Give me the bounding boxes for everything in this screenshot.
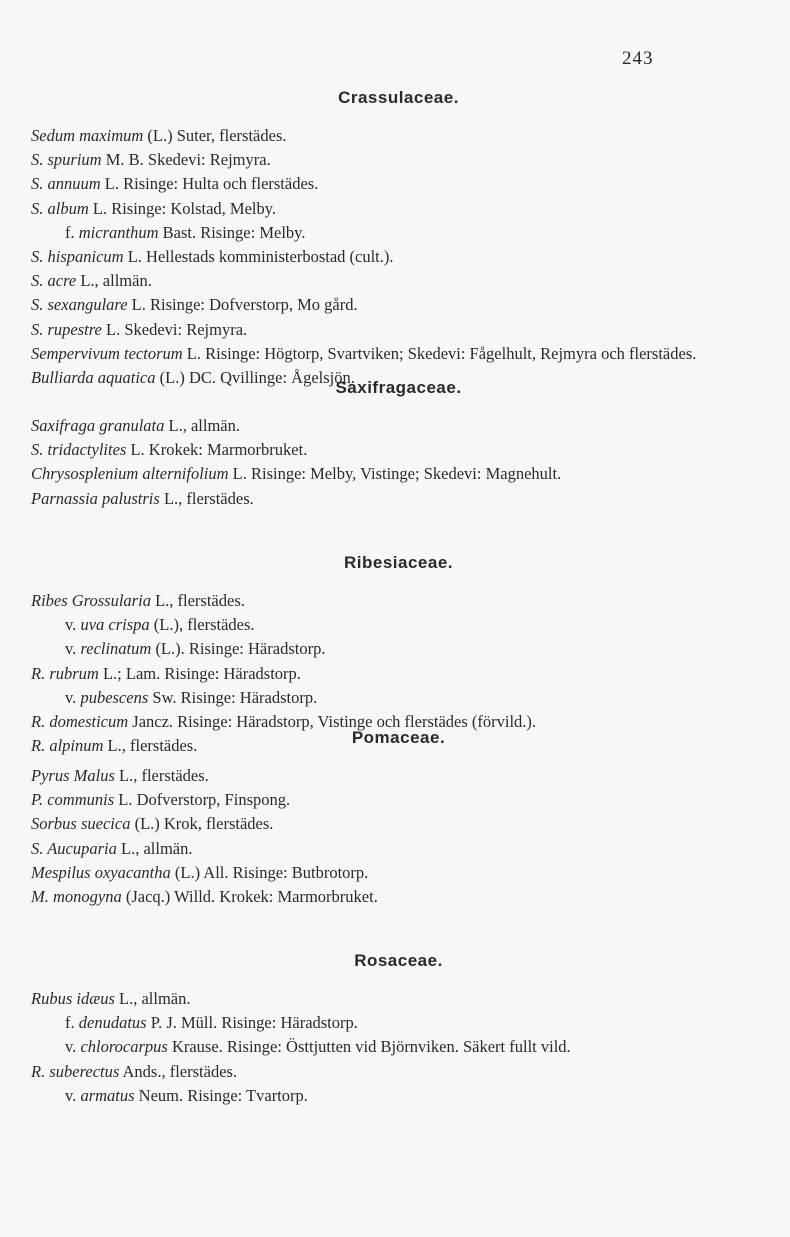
species-details: L., allmän.: [116, 838, 193, 858]
species-name: S. acre: [31, 271, 77, 291]
species-name: S. sexangulare: [31, 295, 128, 315]
species-details: (L.) Krok, flerstädes.: [130, 814, 274, 834]
species-details: (L.) DC. Qvillinge: Ågelsjön.: [155, 368, 355, 388]
species-entry: [31, 987, 766, 1011]
species-details: L., flerstädes.: [103, 736, 198, 756]
species-details: Ands., flerstädes.: [119, 1061, 238, 1081]
rank-prefix: f.: [65, 222, 79, 242]
species-details: L., allmän.: [76, 271, 152, 291]
species-entry: [31, 885, 766, 909]
species-details: (L.) All. Risinge: Butbrotorp.: [170, 862, 369, 882]
species-entry: [31, 861, 766, 885]
species-details: Sw. Risinge: Häradstorp.: [148, 687, 318, 707]
species-entry: [31, 686, 766, 710]
species-entry: [31, 221, 766, 245]
species-name: denudatus: [78, 1013, 147, 1033]
species-details: (L.) Suter, flerstädes.: [143, 126, 287, 145]
rank-prefix: f.: [65, 1013, 79, 1033]
species-entry: [31, 438, 766, 462]
species-details: Krause. Risinge: Östtjutten vid Björnviken. Säkert fullt vild.: [167, 1037, 571, 1057]
species-name: chlorocarpus: [80, 1037, 168, 1057]
species-name: uva crispa: [80, 615, 150, 635]
species-name: S. Aucuparia: [31, 838, 117, 858]
species-details: M. B. Skedevi: Rejmyra.: [101, 150, 271, 170]
species-entry: [31, 662, 766, 686]
species-entry: [31, 269, 766, 293]
species-entry: [31, 293, 766, 317]
species-entry: [31, 1035, 766, 1059]
species-name: Ribes Grossularia: [31, 591, 151, 610]
species-details: Neum. Risinge: Tvartorp.: [134, 1085, 308, 1105]
species-entry: [31, 148, 766, 172]
species-details: L., allmän.: [114, 989, 191, 1008]
species-details: L. Dofverstorp, Finspong.: [114, 790, 291, 810]
species-details: L. Krokek: Marmorbruket.: [126, 440, 308, 460]
species-name: Mespilus oxyacantha: [31, 862, 171, 882]
rank-prefix: v.: [65, 615, 81, 635]
species-details: L., flerstädes.: [150, 591, 245, 610]
species-name: S. rupestre: [31, 319, 102, 339]
species-entry: [31, 812, 766, 836]
species-name: S. spurium: [31, 150, 102, 170]
section-saxifragaceae: [31, 376, 766, 511]
species-details: L., allmän.: [164, 416, 240, 435]
section-heading: Ribesiaceae.: [343, 553, 453, 572]
species-details: L. Risinge: Melby, Vistinge; Skedevi: Magnehult.: [228, 464, 562, 484]
section-heading: Saxifragaceae.: [335, 378, 462, 397]
section-heading: Crassulaceae.: [338, 88, 459, 107]
page-number: 243: [622, 48, 654, 69]
species-entry: [31, 318, 766, 342]
species-entry: [31, 613, 766, 637]
species-details: (L.), flerstädes.: [149, 615, 255, 635]
species-name: Pyrus Malus: [31, 766, 115, 785]
species-entry: [31, 837, 766, 861]
rank-prefix: v.: [65, 1037, 81, 1057]
species-entry: [31, 764, 766, 788]
species-details: (L.). Risinge: Häradstorp.: [151, 639, 326, 659]
species-name: P. communis: [31, 790, 115, 810]
species-details: P. J. Müll. Risinge: Häradstorp.: [146, 1013, 358, 1033]
species-entry: [31, 172, 766, 196]
species-name: reclinatum: [80, 639, 152, 659]
species-name: S. hispanicum: [31, 247, 124, 267]
species-name: armatus: [80, 1085, 135, 1105]
species-name: R. domesticum: [31, 712, 129, 732]
species-name: Parnassia palustris: [31, 488, 160, 508]
species-name: M. monogyna: [31, 887, 122, 907]
species-name: S. album: [31, 198, 89, 218]
species-details: (Jacq.) Willd. Krokek: Marmorbruket.: [121, 887, 378, 907]
species-entry: [31, 487, 766, 511]
rank-prefix: v.: [65, 1085, 81, 1105]
species-name: Chrysosplenium alternifolium: [31, 464, 229, 484]
species-name: S. annuum: [31, 174, 101, 194]
species-name: Sedum maximum: [31, 126, 144, 145]
species-entry: [31, 414, 766, 438]
section-rosaceae: [31, 949, 766, 1108]
species-name: R. alpinum: [31, 736, 104, 756]
species-entry: [31, 637, 766, 661]
species-entry: [31, 342, 766, 366]
species-details: L.; Lam. Risinge: Häradstorp.: [98, 663, 301, 683]
species-entry: [31, 1084, 766, 1108]
species-name: micranthum: [78, 222, 159, 242]
species-name: R. suberectus: [31, 1061, 120, 1081]
species-entry: [31, 788, 766, 812]
rank-prefix: v.: [65, 687, 81, 707]
species-name: Rubus idæus: [31, 989, 115, 1008]
section-heading: Rosaceae.: [354, 951, 443, 970]
species-entry: [31, 197, 766, 221]
species-name: Sempervivum tectorum: [31, 343, 183, 363]
species-details: Jancz. Risinge: Häradstorp, Vistinge och flerstädes (förvild.).: [128, 712, 537, 732]
rank-prefix: v.: [65, 639, 81, 659]
species-name: Sorbus suecica: [31, 814, 131, 834]
species-entry: [31, 1011, 766, 1035]
species-name: pubescens: [80, 687, 149, 707]
species-entry: [31, 462, 766, 486]
species-entry: [31, 124, 766, 148]
species-details: L. Hellestads komministerbostad (cult.).: [123, 247, 394, 267]
species-details: Bast. Risinge: Melby.: [158, 222, 306, 242]
species-details: L. Skedevi: Rejmyra.: [101, 319, 248, 339]
species-name: Bulliarda aquatica: [31, 368, 156, 388]
species-entry: [31, 1060, 766, 1084]
species-details: L. Risinge: Hulta och flerstädes.: [100, 174, 319, 194]
species-entry: [31, 245, 766, 269]
section-pomaceae: [31, 726, 766, 909]
species-details: L., flerstädes.: [114, 766, 209, 785]
species-details: L., flerstädes.: [159, 488, 254, 508]
species-entry: [31, 589, 766, 613]
species-name: R. rubrum: [31, 663, 99, 683]
section-crassulaceae: [31, 86, 766, 390]
section-heading: Pomaceae.: [351, 728, 446, 747]
species-details: L. Risinge: Högtorp, Svartviken; Skedevi: Fågelhult, Rejmyra och flerstädes.: [182, 343, 697, 363]
species-name: S. tridactylites: [31, 440, 127, 460]
species-details: L. Risinge: Kolstad, Melby.: [88, 198, 277, 218]
species-name: Saxifraga granulata: [31, 416, 165, 435]
species-details: L. Risinge: Dofverstorp, Mo gård.: [127, 295, 358, 315]
